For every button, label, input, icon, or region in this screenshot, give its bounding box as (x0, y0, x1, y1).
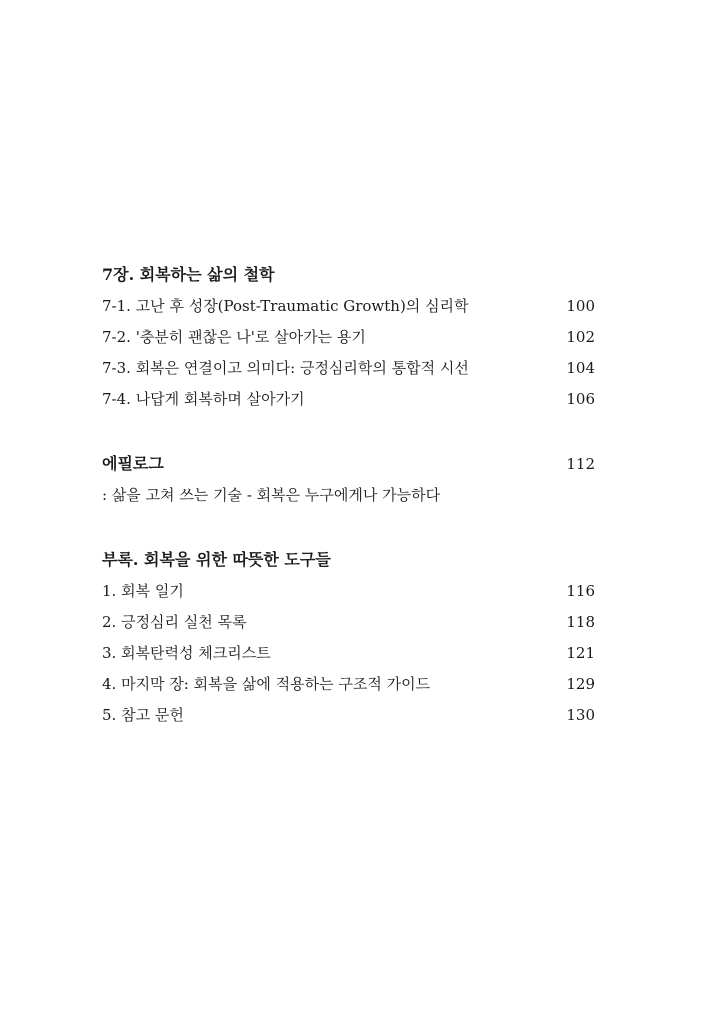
toc-entry (102, 700, 595, 731)
toc-entry-page: 129 (566, 675, 595, 693)
toc-entry-title: 1. 회복 일기 (102, 582, 184, 600)
toc-entry (102, 607, 595, 638)
toc-entry-title: 7-1. 고난 후 성장(Post-Traumatic Growth)의 심리학 (102, 297, 469, 315)
toc-entry (102, 638, 595, 669)
toc-entry (102, 669, 595, 700)
section-heading: 에필로그 (102, 454, 164, 473)
toc-entry (102, 291, 595, 322)
section-heading-row (102, 543, 595, 576)
toc-entry-page: 106 (566, 390, 595, 408)
toc-entry (102, 384, 595, 415)
toc-entry-page: 121 (566, 644, 595, 662)
toc-entry-page: 130 (566, 706, 595, 724)
toc-entry-title: 4. 마지막 장: 회복을 삶에 적용하는 구조적 가이드 (102, 675, 431, 693)
section-heading-page: 112 (566, 455, 595, 473)
toc-entry-page: 118 (566, 613, 595, 631)
toc-entry-title: 2. 긍정심리 실천 목록 (102, 613, 247, 631)
toc-entry-title: 7-3. 회복은 연결이고 의미다: 긍정심리학의 통합적 시선 (102, 359, 469, 377)
toc-entry (102, 480, 595, 511)
toc-entry-title: 7-2. '충분히 괜찮은 나'로 살아가는 용기 (102, 328, 366, 346)
toc-entry-page: 100 (566, 297, 595, 315)
toc-entry-page: 116 (566, 582, 595, 600)
toc-entry (102, 576, 595, 607)
section-heading: 부록. 회복을 위한 따뜻한 도구들 (102, 550, 331, 569)
section-heading-row (102, 258, 595, 291)
table-of-contents (102, 258, 595, 731)
toc-entry (102, 322, 595, 353)
toc-entry (102, 353, 595, 384)
toc-entry-page: 104 (566, 359, 595, 377)
section-heading: 7장. 회복하는 삶의 철학 (102, 265, 275, 284)
toc-entry-title: 7-4. 나답게 회복하며 살아가기 (102, 390, 305, 408)
toc-section-epilogue (102, 447, 595, 511)
toc-section-appendix (102, 543, 595, 731)
toc-entry-title: 3. 회복탄력성 체크리스트 (102, 644, 271, 662)
toc-entry-subtitle: : 삶을 고쳐 쓰는 기술 - 회복은 누구에게나 가능하다 (102, 486, 441, 504)
toc-entry-page: 102 (566, 328, 595, 346)
toc-entry-title: 5. 참고 문헌 (102, 706, 184, 724)
toc-section-chapter-7 (102, 258, 595, 415)
section-heading-row (102, 447, 595, 480)
